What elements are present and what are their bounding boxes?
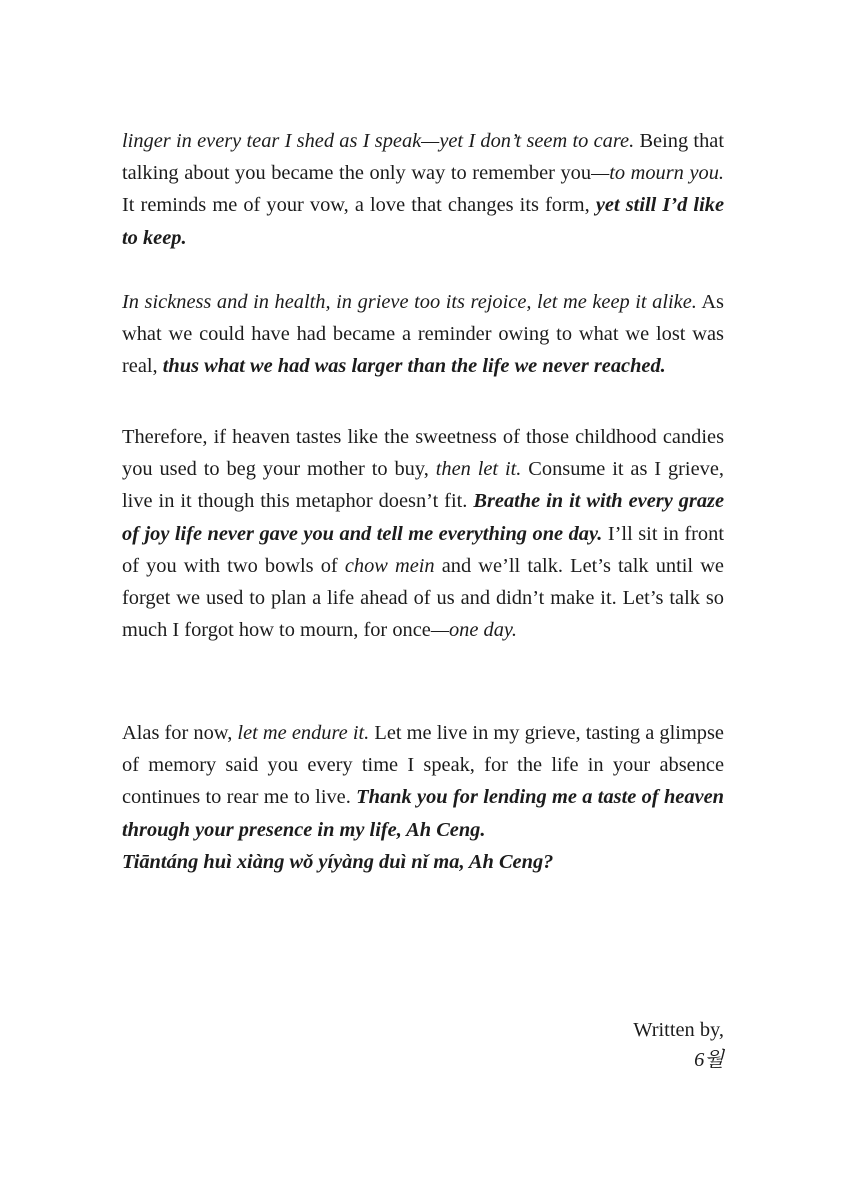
text-run: Let me live in my grieve, tasting a glimpse of memory said you every time I speak, for the life in your absence continues to rear me to live. (122, 722, 724, 809)
text-run: then let it. (435, 458, 522, 481)
text-run: Alas for now, (122, 722, 238, 744)
signature-written-by: Written by, (633, 1019, 724, 1041)
text-run: Breathe in it with every graze of joy life never gave you and tell me everything one day. (122, 490, 725, 545)
text-run: Being that talking about you became the only way to remember you (122, 130, 725, 185)
text-run: let me endure it. (237, 722, 370, 744)
text-run: Thank you for lending me a taste of heaven through your presence in my life, Ah Ceng. (122, 786, 724, 841)
text-run: I’ll sit in front of you with two bowls of (122, 522, 724, 577)
text-run: yet still I’d like to keep. (122, 194, 725, 249)
text-run: In sickness and in health, in grieve too its rejoice, let me keep it alike. (122, 291, 697, 313)
text-run: and we’ll talk. Let’s talk until we forget we used to plan a life ahead of us and didn’t make it. Let’s talk so much I forgot how to mourn, for once (122, 554, 724, 642)
signature-author: 6월 (694, 1049, 724, 1071)
text-run: —one day. (430, 619, 517, 642)
text-run: chow mein (344, 554, 435, 577)
text-run: Consume it as I grieve, live in it though this metaphor doesn’t fit. (122, 458, 724, 513)
text-run: thus what we had was larger than the life we never reached. (162, 355, 666, 378)
text-run: Therefore, if heaven tastes like the sweetness of those childhood candies you used to beg your mother to buy, (122, 426, 724, 481)
text-run: —to mourn you. (591, 162, 724, 185)
text-run: It reminds me of your vow, a love that changes its form, (122, 194, 596, 217)
text-run: As what we could have had became a reminder owing to what we lost was real, (122, 291, 724, 378)
paragraph-3 (122, 421, 724, 646)
paragraph-2 (122, 286, 724, 383)
closing-question (122, 846, 724, 878)
text-run: Tiāntáng huì xiàng wǒ yíyàng duì nǐ ma, Ah Ceng? (122, 851, 554, 873)
paragraph-1 (122, 125, 724, 254)
paragraph-4 (122, 717, 724, 846)
text-run: linger in every tear I shed as I speak—yet I don’t seem to care. (122, 130, 635, 152)
